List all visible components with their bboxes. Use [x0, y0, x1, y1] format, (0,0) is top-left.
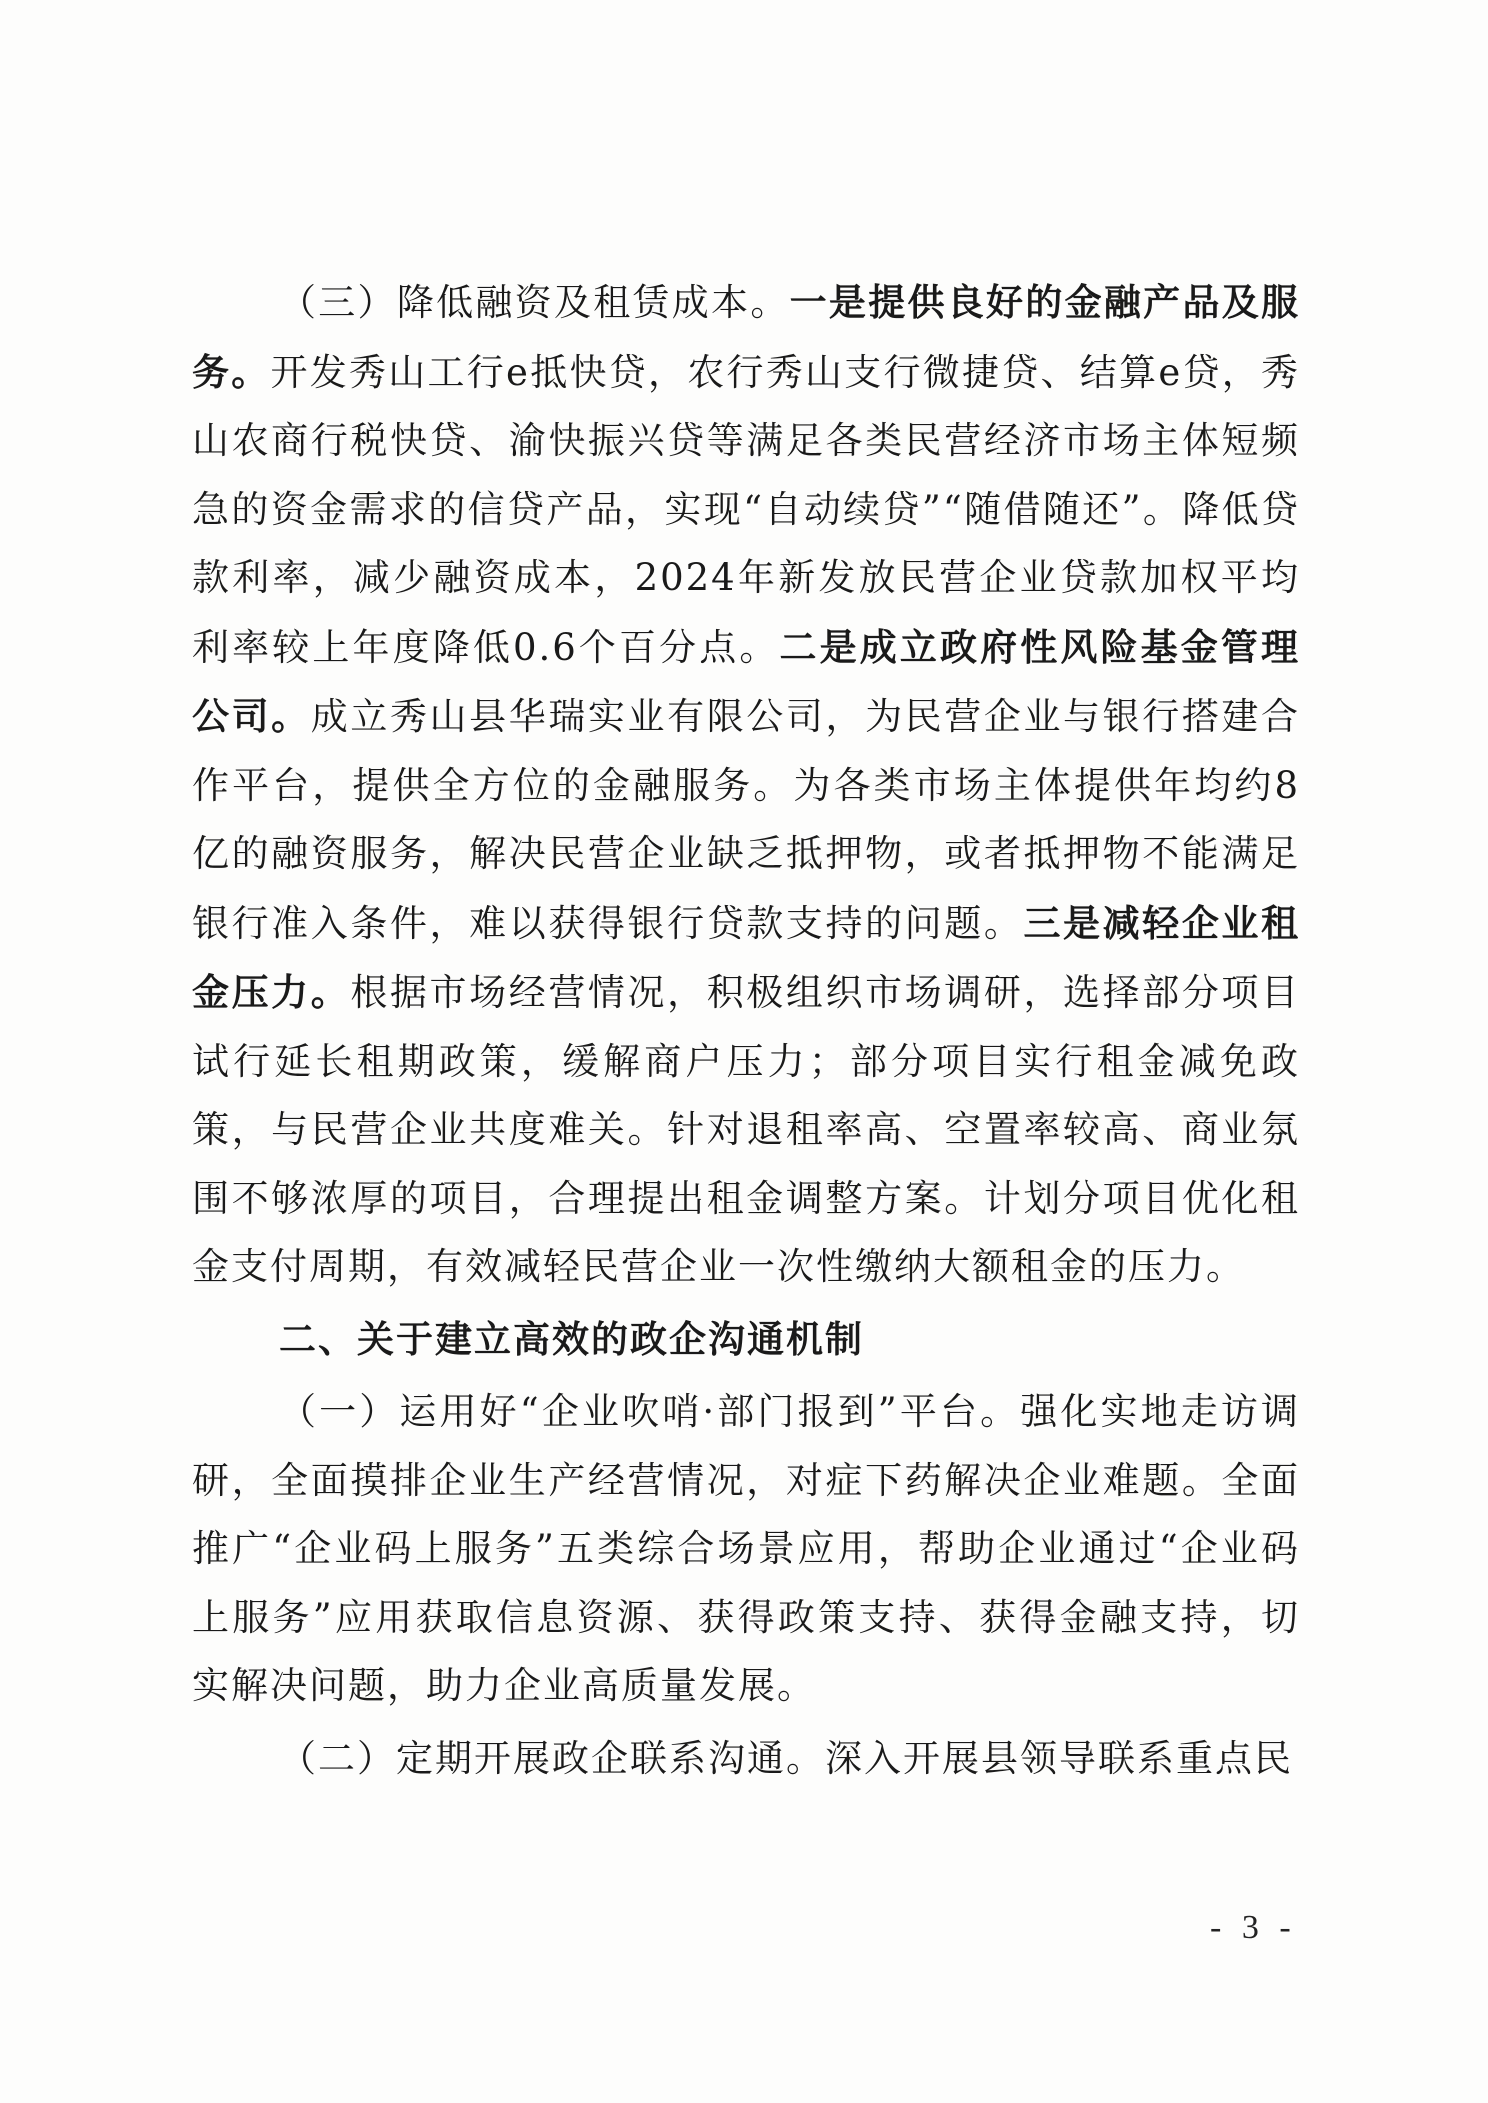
section-heading: 二、关于建立高效的政企沟通机制 [279, 1317, 864, 1361]
bold-point-one: 一是提供良好的金融产品及服务。 [192, 280, 1300, 394]
paragraph-text: 开发秀山工行e抵快贷，农行秀山支行微捷贷、结算e贷，秀山农商行税快贷、渝快振兴贷等满足各类民营经济市场主体短频急的资金需求的信贷产品，实现“自动续贷”“随借随还”。降低贷款利率，减少融资成本，2024年新发放民营企业贷款加权平均利率较上年度降低0.6个百分点。 [192, 350, 1300, 669]
paragraph-lead: （二）定期开展政企联系沟通。 [279, 1736, 825, 1780]
page-number: - 3 - [1210, 1909, 1297, 1946]
paragraph-lead: （三）降低融资及租赁成本。 [279, 281, 790, 324]
paragraph-platform [192, 1378, 1300, 1721]
paragraph-text: 根据市场经营情况，积极组织市场调研，选择部分项目试行延长租期政策，缓解商户压力；部分项目实行租金减免政策，与民营企业共度难关。针对退租率高、空置率较高、商业氛围不够浓厚的项目，合理提出租金调整方案。计划分项目优化租金支付周期，有效减轻民营企业一次性缴纳大额租金的压力。 [192, 971, 1301, 1288]
paragraph-text: 成立秀山县华瑞实业有限公司，为民营企业与银行搭建合作平台，提供全方位的金融服务。为各类市场主体提供年均约8亿的融资服务，解决民营企业缺乏抵押物，或者抵押物不能满足银行准入条件，难以获得银行贷款支持的问题。 [192, 695, 1301, 945]
paragraph-communication [192, 1725, 1300, 1794]
document-body [192, 268, 1300, 1797]
paragraph-text: 深入开展县领导联系重点民 [825, 1736, 1293, 1780]
bold-point-three: 三是减轻企业租金压力。 [192, 900, 1301, 1014]
paragraph-text: 强化实地走访调研，全面摸排企业生产经营情况，对症下药解决企业难题。全面推广“企业码上服务”五类综合场景应用，帮助企业通过“企业码上服务”应用获取信息资源、获得政策支持、获得金融支持，切实解决问题，助力企业高质量发展。 [192, 1390, 1301, 1707]
paragraph-financing-costs [192, 268, 1300, 1302]
paragraph-lead: （一）运用好“企业吹哨·部门报到”平台。 [279, 1390, 1021, 1433]
bold-point-two: 二是成立政府性风险基金管理公司。 [192, 624, 1301, 738]
